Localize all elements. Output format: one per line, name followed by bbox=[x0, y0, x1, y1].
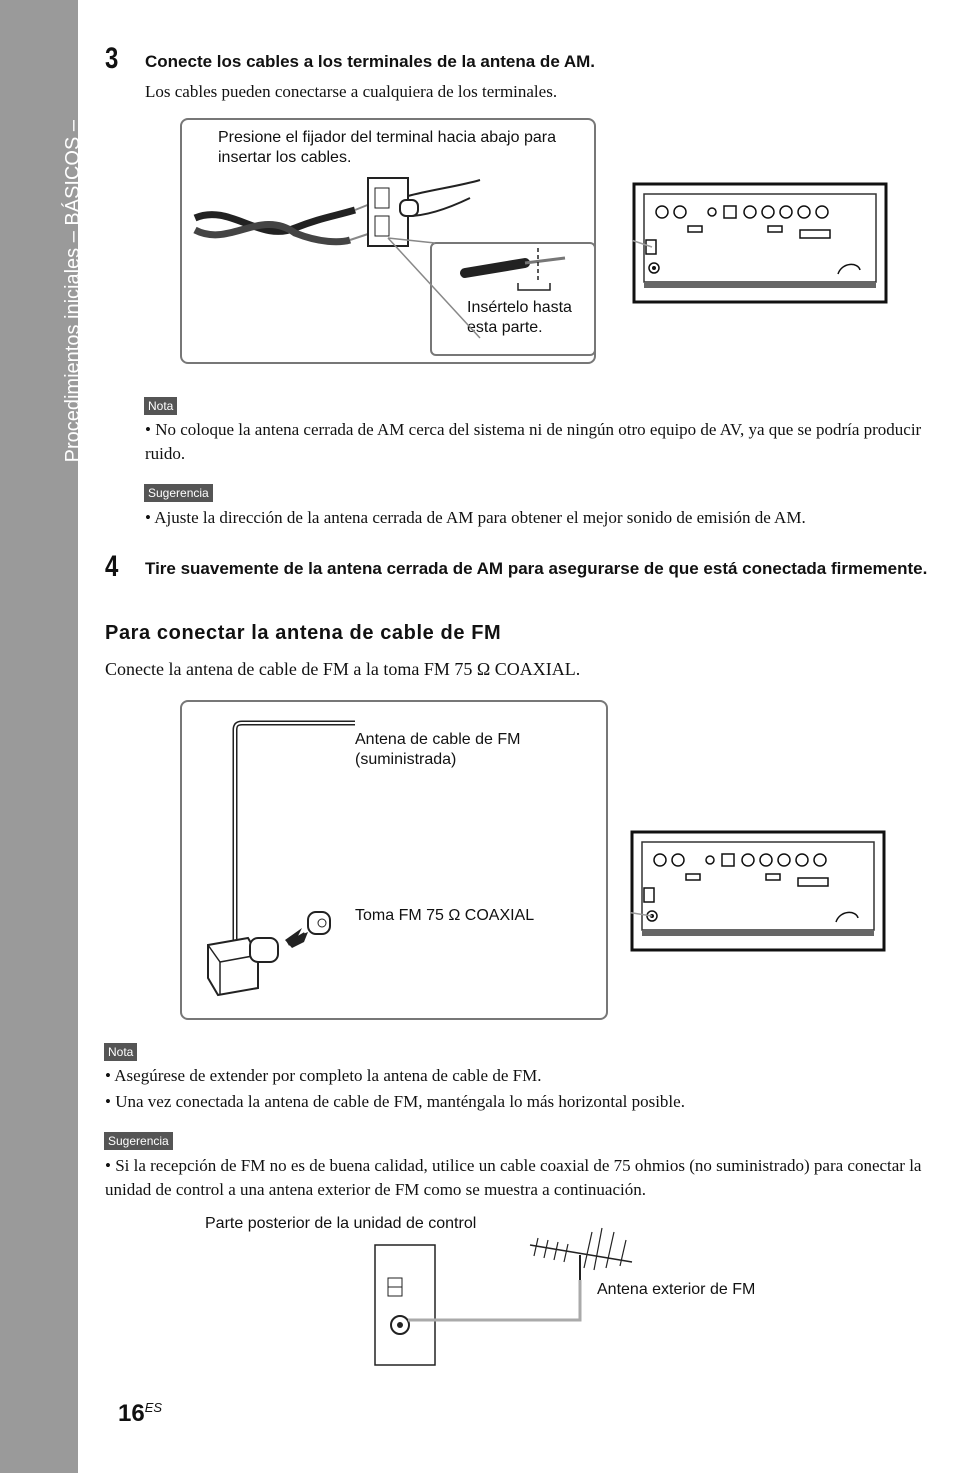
device-rear-panel-1 bbox=[632, 182, 888, 306]
step-3-text: Los cables pueden conectarse a cualquiera de los terminales. bbox=[145, 82, 558, 101]
step-3-heading: Conecte los cables a los terminales de la antena de AM. bbox=[145, 52, 596, 71]
outdoor-antenna-illustration bbox=[370, 1220, 640, 1370]
label-outdoor-fm-antenna: Antena exterior de FM bbox=[597, 1281, 756, 1298]
caption-press-clip: Presione el fijador del terminal hacia abajo para insertar los cables. bbox=[218, 129, 556, 166]
note-1-text: • No coloque la antena cerrada de AM cerca del sistema ni de ningún otro equipo de AV, ya que se podría producir ruido. bbox=[145, 420, 922, 463]
caption-insert-depth: Insértelo hasta esta parte. bbox=[467, 299, 572, 336]
fm-section-text: Conecte la antena de cable de FM a la toma FM 75 Ω COAXIAL. bbox=[105, 659, 581, 679]
am-terminal-illustration bbox=[180, 118, 600, 368]
step-4-number: 4 bbox=[105, 550, 119, 583]
note-2-item-2: • Una vez conectada la antena de cable de FM, manténgala lo más horizontal posible. bbox=[105, 1092, 685, 1111]
sidebar-section-title: Procedimientos iniciales – BÁSICOS – bbox=[62, 120, 84, 463]
note-2-tag: Nota bbox=[104, 1043, 137, 1061]
note-1-tag: Nota bbox=[144, 397, 177, 415]
fm-section-heading: Para conectar la antena de cable de FM bbox=[105, 622, 502, 644]
tip-1-text: • Ajuste la dirección de la antena cerrada de AM para obtener el mejor sonido de emisión de AM. bbox=[145, 508, 806, 527]
fm-antenna-illustration bbox=[180, 700, 610, 1020]
tip-2-tag: Sugerencia bbox=[104, 1132, 173, 1150]
page-number-value: 16 bbox=[118, 1400, 145, 1427]
step-4-heading: Tire suavemente de la antena cerrada de AM para asegurarse de que está conectada firmemente. bbox=[145, 559, 928, 578]
page-number bbox=[118, 1400, 162, 1428]
tip-2-text: • Si la recepción de FM no es de buena calidad, utilice un cable coaxial de 75 ohmios (no suministrado) para conectar la unidad de control a una antena exterior de FM como se muestra a continuación. bbox=[105, 1156, 922, 1199]
sidebar-tab bbox=[0, 0, 84, 1473]
note-2-item-1: • Asegúrese de extender por completo la antena de cable de FM. bbox=[105, 1066, 542, 1085]
label-fm-coaxial-jack: Toma FM 75 Ω COAXIAL bbox=[355, 907, 535, 924]
tip-1-tag: Sugerencia bbox=[144, 484, 213, 502]
label-rear-of-control-unit: Parte posterior de la unidad de control bbox=[205, 1215, 477, 1232]
step-3-number: 3 bbox=[105, 42, 119, 75]
page-language-suffix: ES bbox=[144, 1400, 163, 1415]
label-fm-wire-antenna: Antena de cable de FM (suministrada) bbox=[355, 731, 521, 768]
device-rear-panel-2 bbox=[630, 830, 886, 954]
